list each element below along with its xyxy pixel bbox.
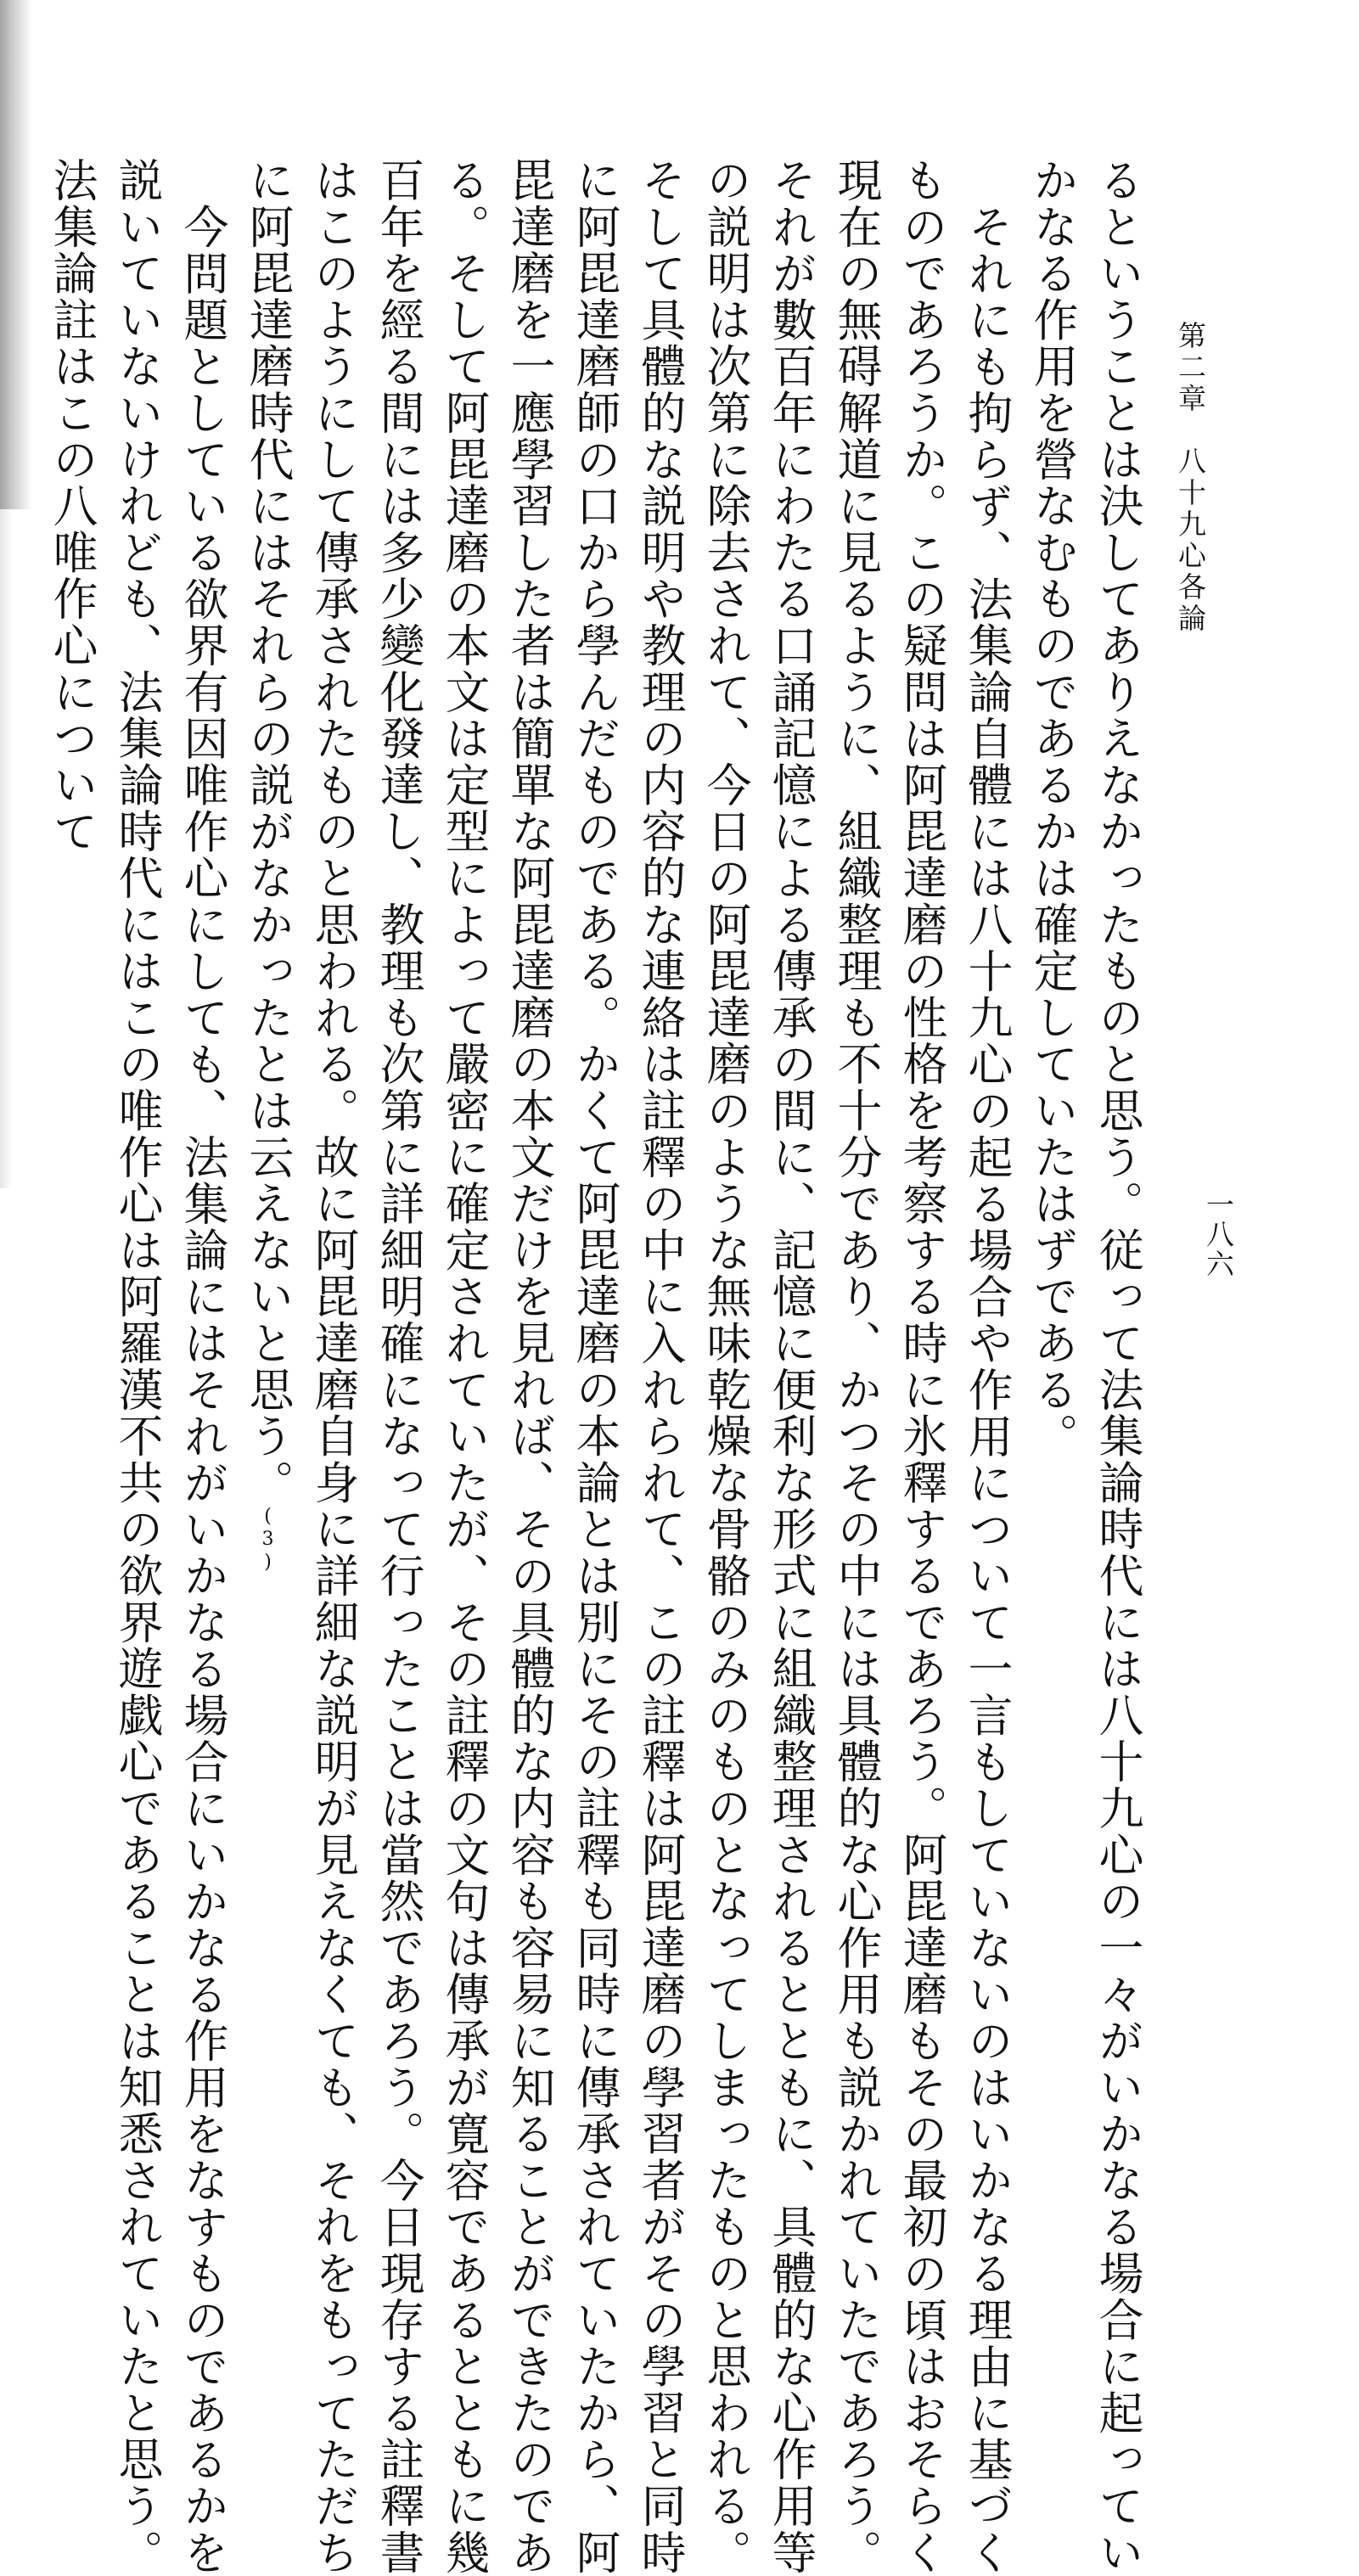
text-line: の説明は次第に除去されて、今日の阿毘達磨のような無味乾燥な骨骼のみのものとなってしまったものと思われる。: [699, 157, 751, 2576]
text-line: 毘達磨を一應學習した者は簡單な阿毘達磨の本文だけを見れば、その具體的な内容も容易に知ることができたのであ: [503, 157, 555, 2576]
body-text: [46, 157, 1150, 2576]
footnote-reference: (3): [257, 1506, 278, 1575]
scan-shadow-edge: [0, 0, 32, 509]
text-line: ものであろうか。この疑問は阿毘達磨の性格を考察する時に氷釋するであろう。阿毘達磨もその最初の頃はおそらく: [896, 157, 947, 2576]
text-line: それが數百年にわたる口誦記憶による傳承の間に、記憶に便利な形式に組織整理されるとともに、具體的な心作用等: [765, 157, 817, 2576]
text-line-content: に阿毘達磨時代にはそれらの説がなかったとは云えないと思う。: [242, 157, 294, 1507]
text-line: 法集論註はこの八唯作心について: [46, 157, 98, 855]
text-line: はこのようにして傳承されたものと思われる。故に阿毘達磨自身に詳細な説明が見えなくても、それをもってただち: [307, 157, 359, 2576]
text-line: る。そして阿毘達磨の本文は定型によって嚴密に確定されていたが、その註釋の文句は傳承が寛容であるとともに幾: [438, 157, 490, 2576]
text-line: 説いていないけれども、法集論時代にはこの唯作心は阿羅漢不共の欲界遊戯心であることは知悉されていたと思う。: [111, 157, 163, 2576]
text-line: に阿毘達磨師の口から學んだものである。かくて阿毘達磨の本論とは別にその註釋も同時に傳承されていたから、阿: [569, 157, 621, 2576]
scan-shadow-edge-lower: [0, 509, 12, 1188]
text-line: かなる作用を營なむものであるかは確定していたはずである。: [1026, 157, 1078, 1460]
text-line: 百年を經る間には多少變化發達し、教理も次第に詳細明確になって行ったことは當然であろう。今日現存する註釋書: [373, 157, 424, 2576]
text-line-with-note: [235, 157, 300, 1850]
text-line-paragraph-start: 今問題としている欲界有因唯作心にしても、法集論にはそれがいかなる場合にいかなる作用をなすものであるかを: [177, 204, 228, 2576]
text-line: 現在の無碍解道に見るように、組織整理も不十分であり、かつその中には具體的な心作用も説かれていたであろう。: [830, 157, 882, 2576]
text-line: そして具體的な説明や教理の内容的な連絡は註釋の中に入れられて、この註釋は阿毘達磨の學習者がその學習と同時: [634, 157, 686, 2576]
running-title: 第二章 八十九心各論: [1174, 321, 1207, 635]
page-number: 一八六: [1202, 1190, 1235, 1279]
text-line-paragraph-start: それにも拘らず、法集論自體には八十九心の起る場合や作用について一言もしていないのはいかなる理由に基づく: [961, 204, 1013, 2576]
text-line: るということは決してありえなかったものと思う。従って法集論時代には八十九心の一々がいかなる場合に起ってい: [1092, 157, 1143, 2576]
